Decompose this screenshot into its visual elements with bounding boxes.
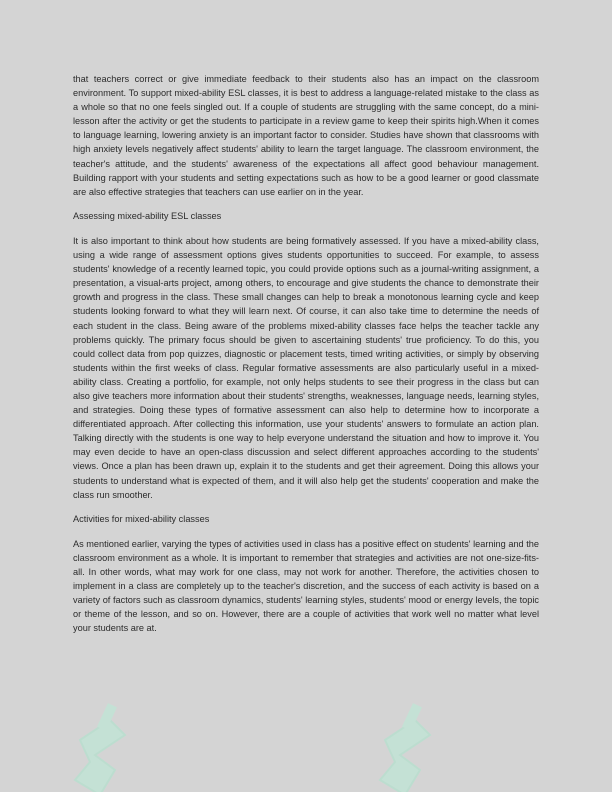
paragraph-assessing: It is also important to think about how students are being formatively assessed. If you have a mixed-ability class, using a wide range of assessment options gives students opportunities to succeed. For example, to assess students' knowledge of a recently learned topic, you could provide options such as a journal-writing assignment, a presentation, a visual-arts project, among others, to encourage and give students the chance to demonstrate their growth and progress in the class. These small changes can help to break a monotonous learning cycle and keep students looking forward to what they will learn next. Of course, it can also take time to determine the needs of each student in the class. Being aware of the problems mixed-ability classes face helps the teacher tackle any problems quickly. The primary focus should be given to ascertaining students' true proficiency. To do this, you could collect data from pop quizzes, diagnostic or placement tests, timed writing activities, or simply by observing students within the first weeks of class. Regular formative assessments are also particularly useful in a mixed-ability class. Creating a portfolio, for example, not only helps students to see their progress in the class but can also give teachers more information about their students' strengths, weaknesses, language needs, learning styles, and strategies. Doing these types of formative assessment can also help to determine how to incorporate a differentiated approach. After collecting this information, use your students' answers to formulate an action plan. Talking directly with the students is one way to help everyone understand the situation and how to improve it. You may even decide to have an open-class discussion and select different approaches according to the students' views. Once a plan has been drawn up, explain it to the students and get their agreement. Doing this allows your students to understand what is expected of them, and it will also help get the students' cooperation and make the class run smoother. — [73, 235, 539, 500]
document-body — [73, 72, 539, 646]
paragraph-intro: that teachers correct or give immediate feedback to their students also has an impact on the classroom environment. To support mixed-ability ESL classes, it is best to address a language-related mistake to the class as a whole so that no one feels singled out. If a couple of students are struggling with the same concept, do a mini-lesson after the activity or get the students to participate in a review game to keep their spirits high.When it comes to language learning, lowering anxiety is an important factor to consider. Studies have shown that classrooms with high anxiety levels negatively affect students' ability to learn the target language. The classroom environment, the teacher's attitude, and the students' awareness of the expectations all affect good behaviour management. Building rapport with your students and setting expectations such as how to be a good learner or good classmate are also effective strategies that teachers can use earlier on in the year. — [73, 74, 539, 197]
watermark-logo-icon — [70, 700, 140, 792]
section-heading-assessing: Assessing mixed-ability ESL classes — [73, 211, 222, 222]
paragraph-activities: As mentioned earlier, varying the types of activities used in class has a positive effect on students' learning and the classroom environment as a whole. It is important to remember that strategies and activities are not one-size-fits-all. In other words, what may work for one class, may not work for another. Therefore, the activities chosen to implement in a class are completely up to the teacher's discretion, and the success of each activity is based on a variety of factors such as classroom dynamics, students' learning styles, students' mood or energy levels, the topic or theme of the lesson, and so on. However, there are a couple of activities that work well no matter what level your students are at. — [73, 538, 539, 634]
section-heading-activities: Activities for mixed-ability classes — [73, 514, 210, 525]
watermark-logo-icon — [375, 700, 445, 792]
